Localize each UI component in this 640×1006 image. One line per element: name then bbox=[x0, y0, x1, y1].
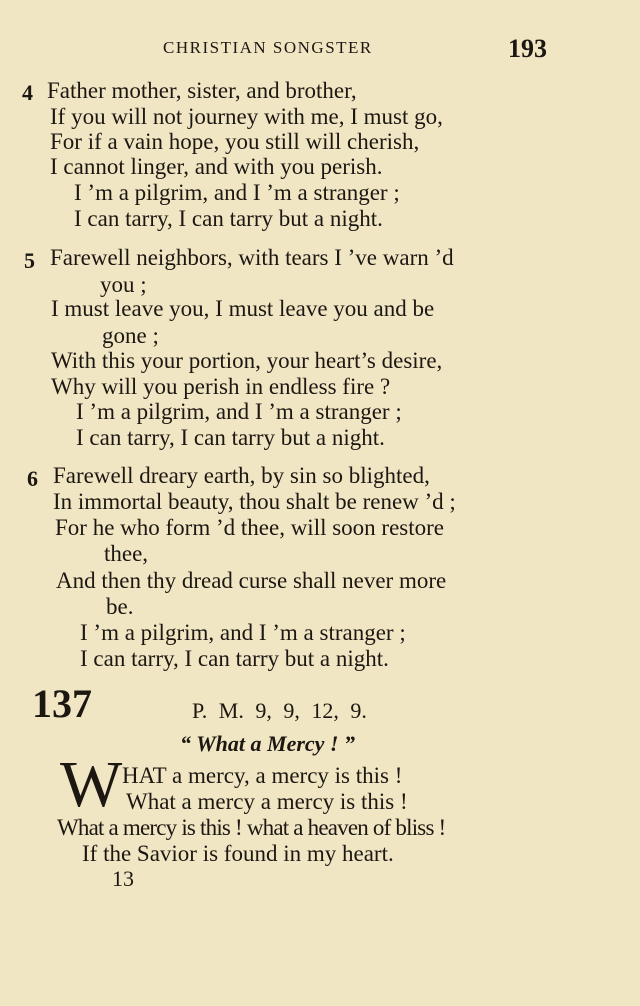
verse-number: 4 bbox=[22, 80, 33, 105]
verse-refrain-line: I can tarry, I can tarry but a night. bbox=[74, 206, 383, 231]
hymn-title: “ What a Mercy ! ” bbox=[180, 731, 355, 756]
verse-line: With this your portion, your heart’s desire, bbox=[51, 348, 443, 373]
verse-line: be. bbox=[106, 594, 134, 619]
hymn-meter: P. M. 9, 9, 12, 9. bbox=[192, 698, 367, 723]
verse-refrain-line: I ’m a pilgrim, and I ’m a stranger ; bbox=[76, 399, 402, 424]
verse-refrain-line: I ’m a pilgrim, and I ’m a stranger ; bbox=[80, 620, 406, 645]
verse-refrain-line: I can tarry, I can tarry but a night. bbox=[80, 646, 389, 671]
verse-line: I cannot linger, and with you perish. bbox=[50, 154, 383, 179]
page-header bbox=[0, 34, 640, 64]
verse-number: 5 bbox=[24, 248, 35, 273]
hymn-line: HAT a mercy, a mercy is this ! bbox=[122, 763, 403, 788]
verse-line: gone ; bbox=[102, 323, 159, 348]
page-number: 193 bbox=[508, 34, 547, 63]
verse-refrain-line: I ’m a pilgrim, and I ’m a stranger ; bbox=[74, 180, 400, 205]
verse-line: For he who form ’d thee, will soon restore bbox=[55, 515, 445, 540]
hymn-line: What a mercy is this ! what a heaven of bliss ! bbox=[57, 815, 446, 840]
drop-cap-letter: W bbox=[60, 748, 123, 821]
verse-line: thee, bbox=[104, 541, 149, 566]
verse-line: Farewell dreary earth, by sin so blighted, bbox=[53, 463, 430, 488]
verse-line: For if a vain hope, you still will cherish, bbox=[50, 129, 420, 154]
signature-mark: 13 bbox=[112, 866, 134, 891]
verse-line: And then thy dread curse shall never more bbox=[56, 568, 447, 593]
verse-line: I must leave you, I must leave you and be bbox=[51, 296, 435, 321]
hymn-number: 137 bbox=[32, 681, 92, 726]
hymn-line: If the Savior is found in my heart. bbox=[82, 841, 394, 866]
verse-line: Father mother, sister, and brother, bbox=[47, 78, 357, 103]
verse-number: 6 bbox=[27, 466, 38, 491]
verse-line: In immortal beauty, thou shalt be renew ’d ; bbox=[53, 489, 456, 514]
verse-refrain-line: I can tarry, I can tarry but a night. bbox=[76, 425, 385, 450]
verse-line: If you will not journey with me, I must go, bbox=[50, 104, 443, 129]
verse-line: you ; bbox=[100, 272, 147, 297]
hymn-line: What a mercy a mercy is this ! bbox=[126, 789, 408, 814]
verse-line: Farewell neighbors, with tears I ’ve warn ’d bbox=[50, 245, 454, 270]
running-head: CHRISTIAN SONGSTER bbox=[163, 38, 373, 57]
verse-line: Why will you perish in endless fire ? bbox=[51, 374, 391, 399]
